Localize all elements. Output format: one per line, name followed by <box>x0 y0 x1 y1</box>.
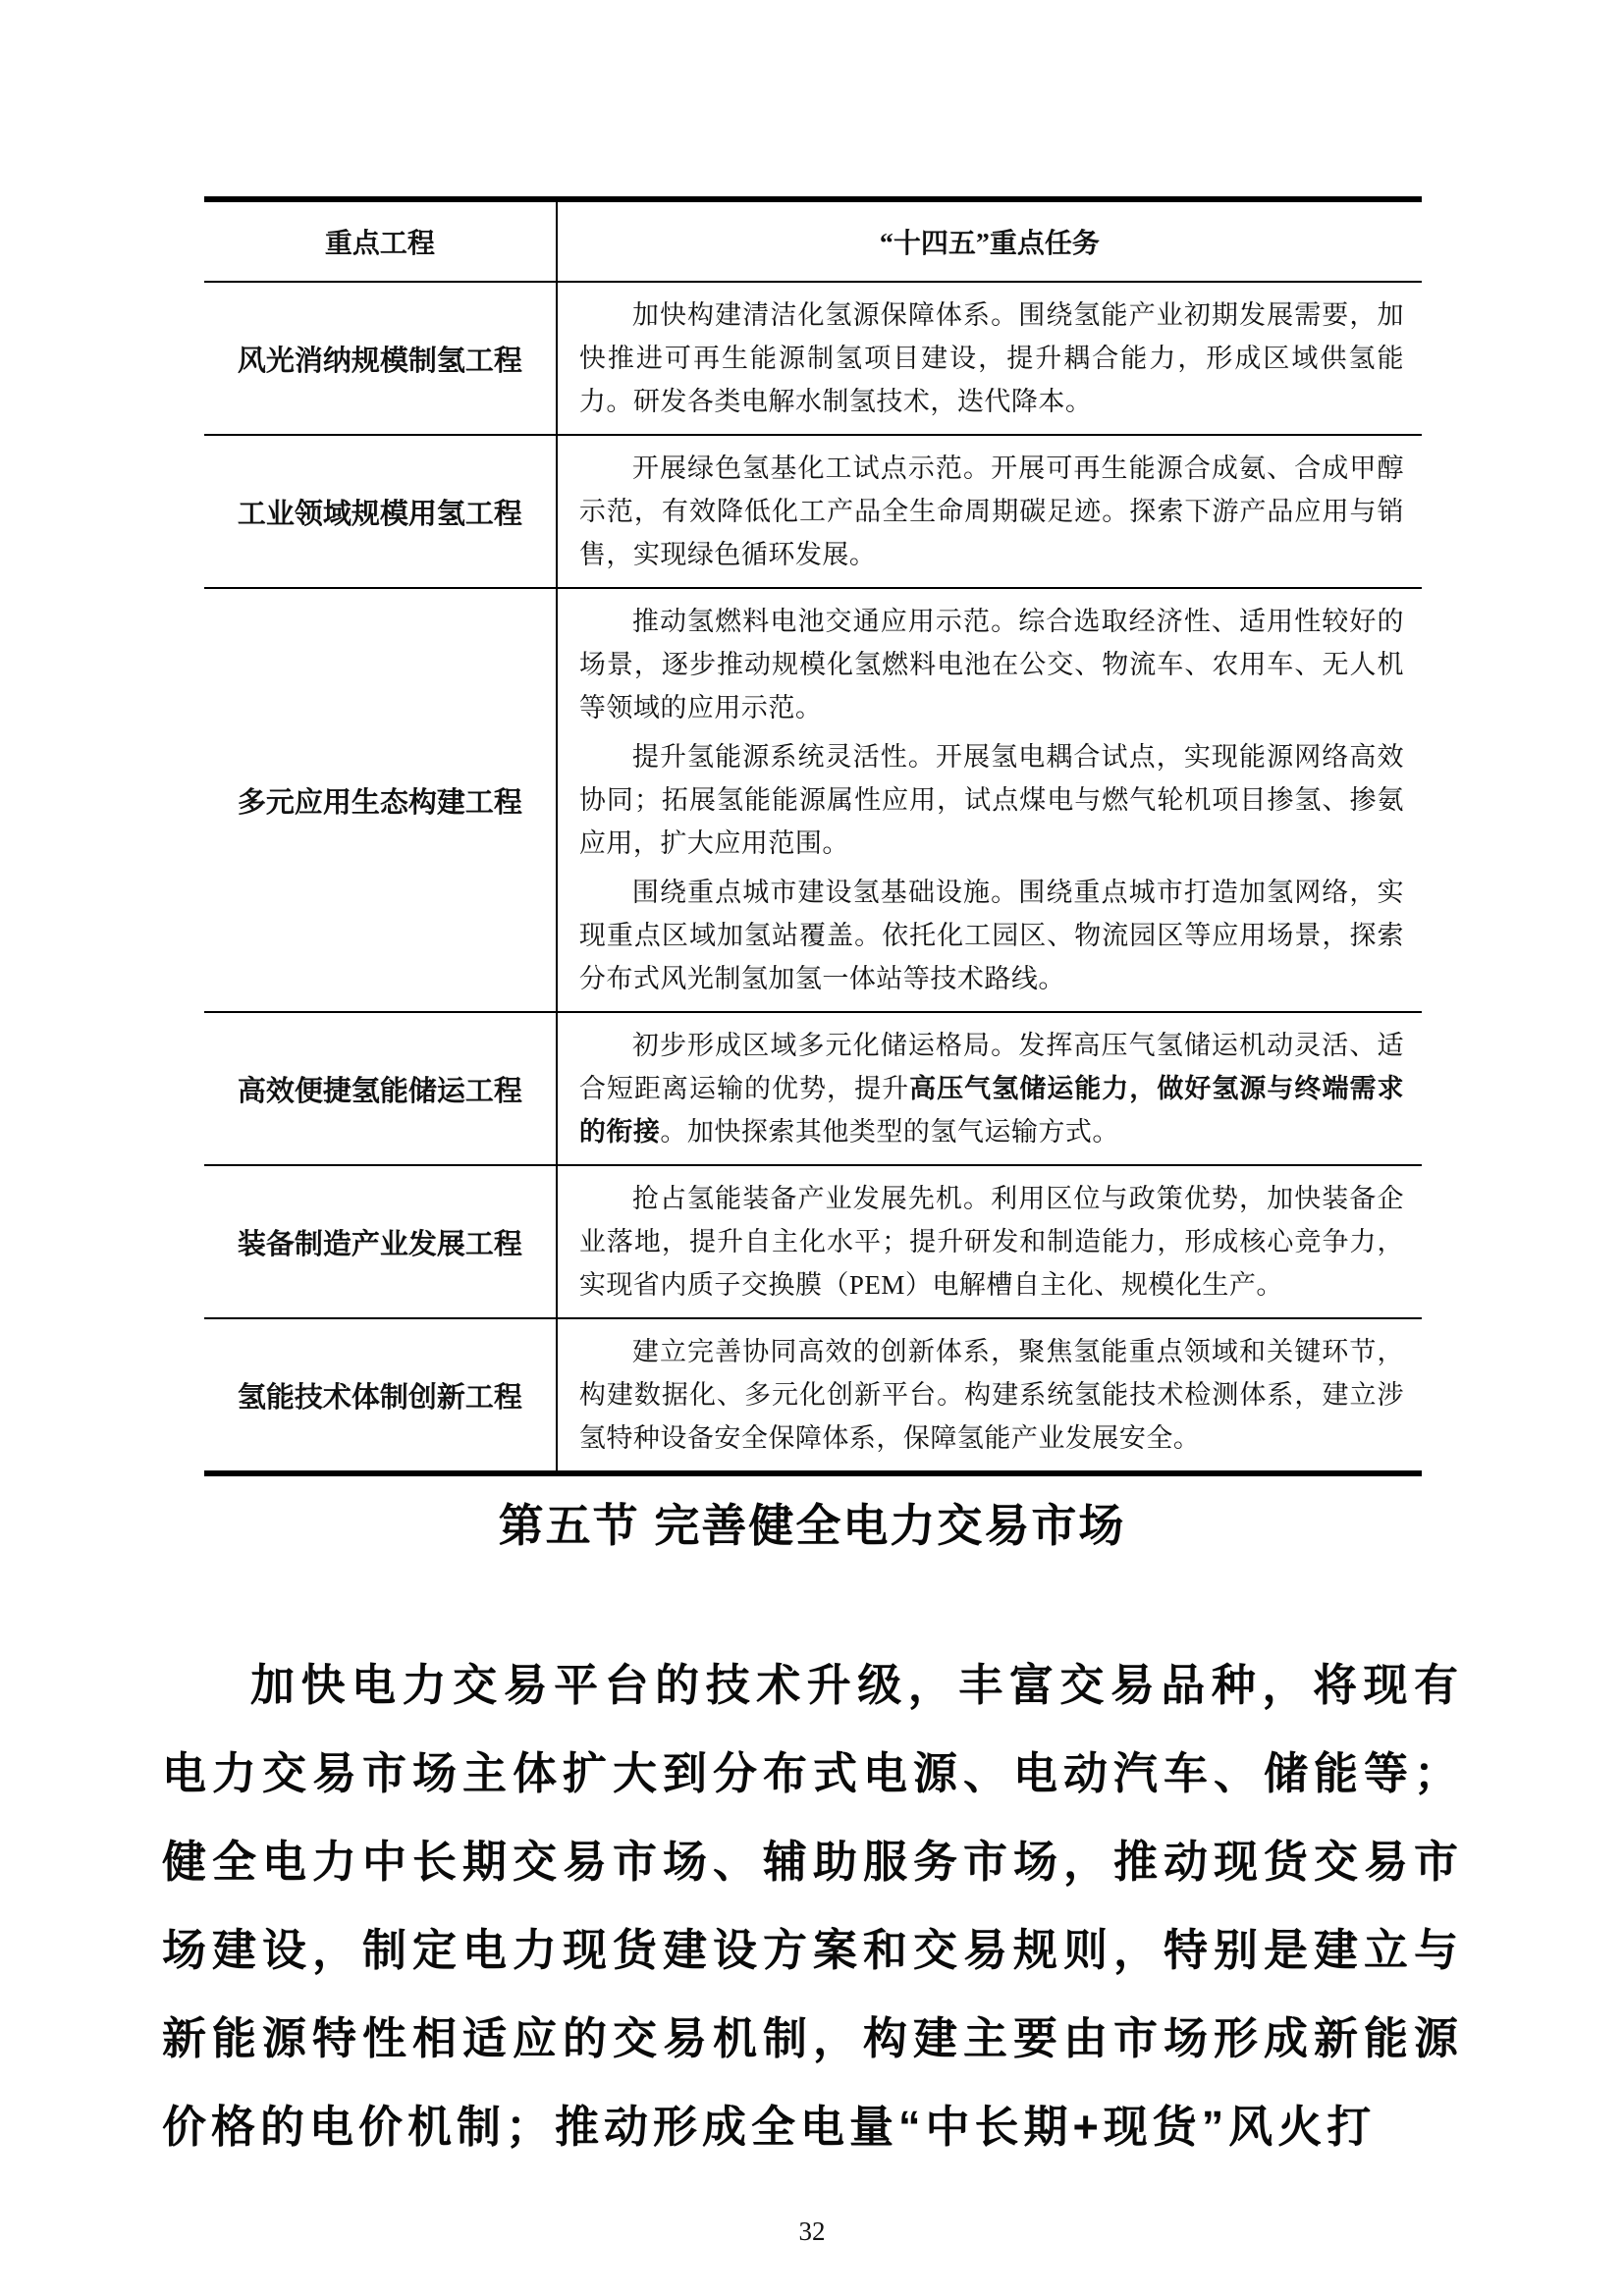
project-name-cell: 高效便捷氢能储运工程 <box>204 1012 557 1165</box>
tasks-cell <box>557 282 1422 435</box>
body-paragraph: 加快电力交易平台的技术升级，丰富交易品种，将现有电力交易市场主体扩大到分布式电源、电动汽车、储能等；健全电力中长期交易市场、辅助服务市场，推动现货交易市场建设，制定电力现货建设方案和交易规则，特别是建立与新能源特性相适应的交易机制，构建主要由市场形成新能源价格的电价机制；推动形成全电量“中长期+现货”风火打 <box>162 1660 1463 2152</box>
task-text: 开展绿色氢基化工试点示范。开展可再生能源合成氨、合成甲醇示范，有效降低化工产品全生命周期碳足迹。探索下游产品应用与销售，实现绿色循环发展。 <box>578 454 1404 569</box>
table-row <box>204 435 1422 588</box>
task-text-bold: 高压气氢储运能力，做好氢源与终端需求的衔接 <box>578 1074 1404 1147</box>
tasks-cell <box>557 1012 1422 1165</box>
project-name-cell: 氢能技术体制创新工程 <box>204 1318 557 1473</box>
page-number: 32 <box>798 2216 826 2246</box>
project-name-cell: 风光消纳规模制氢工程 <box>204 282 557 435</box>
task-paragraph <box>579 1330 1404 1460</box>
task-paragraph <box>579 871 1404 1000</box>
table-header <box>204 199 1422 282</box>
key-projects-table <box>204 196 1422 1476</box>
task-text: 初步形成区域多元化储运格局。发挥高压气氢储运机动灵活、适合短距离运输的优势，提升 <box>578 1031 1404 1103</box>
task-text: 提升氢能源系统灵活性。开展氢电耦合试点，实现能源网络高效协同；拓展氢能能源属性应用，试点煤电与燃气轮机项目掺氢、掺氨应用，扩大应用范围。 <box>578 742 1404 858</box>
table-row <box>204 1165 1422 1318</box>
table-row <box>204 1012 1422 1165</box>
tasks-cell <box>557 435 1422 588</box>
task-text: 建立完善协同高效的创新体系，聚焦氢能重点领域和关键环节，构建数据化、多元化创新平台。构建系统氢能技术检测体系，建立涉氢特种设备安全保障体系，保障氢能产业发展安全。 <box>578 1337 1404 1453</box>
table-body <box>204 282 1422 1473</box>
task-text: 推动氢燃料电池交通应用示范。综合选取经济性、适用性较好的场景，逐步推动规模化氢燃料电池在公交、物流车、农用车、无人机等领域的应用示范。 <box>578 607 1404 722</box>
table-row <box>204 1318 1422 1473</box>
task-paragraph <box>579 294 1404 423</box>
task-text: 抢占氢能装备产业发展先机。利用区位与政策优势，加快装备企业落地，提升自主化水平；提升研发和制造能力，形成核心竞争力，实现省内质子交换膜（PEM）电解槽自主化、规模化生产。 <box>578 1184 1404 1300</box>
task-text: 围绕重点城市建设氢基础设施。围绕重点城市打造加氢网络，实现重点区域加氢站覆盖。依托化工园区、物流园区等应用场景，探索分布式风光制氢加氢一体站等技术路线。 <box>578 878 1404 993</box>
project-name-cell: 工业领域规模用氢工程 <box>204 435 557 588</box>
table-row <box>204 588 1422 1012</box>
task-paragraph <box>579 447 1404 576</box>
tasks-cell <box>557 588 1422 1012</box>
task-paragraph <box>579 1024 1404 1153</box>
task-text: 。加快探索其他类型的氢气运输方式。 <box>660 1117 1119 1147</box>
task-paragraph <box>579 1177 1404 1307</box>
tasks-cell <box>557 1165 1422 1318</box>
task-paragraph <box>579 735 1404 865</box>
table-header-row <box>204 199 1422 282</box>
project-name-cell: 多元应用生态构建工程 <box>204 588 557 1012</box>
header-cell-tasks: “十四五”重点任务 <box>557 199 1422 282</box>
key-projects-table-wrap <box>204 196 1422 1476</box>
section-heading: 第五节 完善健全电力交易市场 <box>498 1500 1126 1551</box>
table-row <box>204 282 1422 435</box>
task-text: 加快构建清洁化氢源保障体系。围绕氢能产业初期发展需要，加快推进可再生能源制氢项目建设，提升耦合能力，形成区域供氢能力。研发各类电解水制氢技术，迭代降本。 <box>578 300 1404 416</box>
task-paragraph <box>579 600 1404 729</box>
header-cell-project: 重点工程 <box>204 199 557 282</box>
tasks-cell <box>557 1318 1422 1473</box>
project-name-cell: 装备制造产业发展工程 <box>204 1165 557 1318</box>
